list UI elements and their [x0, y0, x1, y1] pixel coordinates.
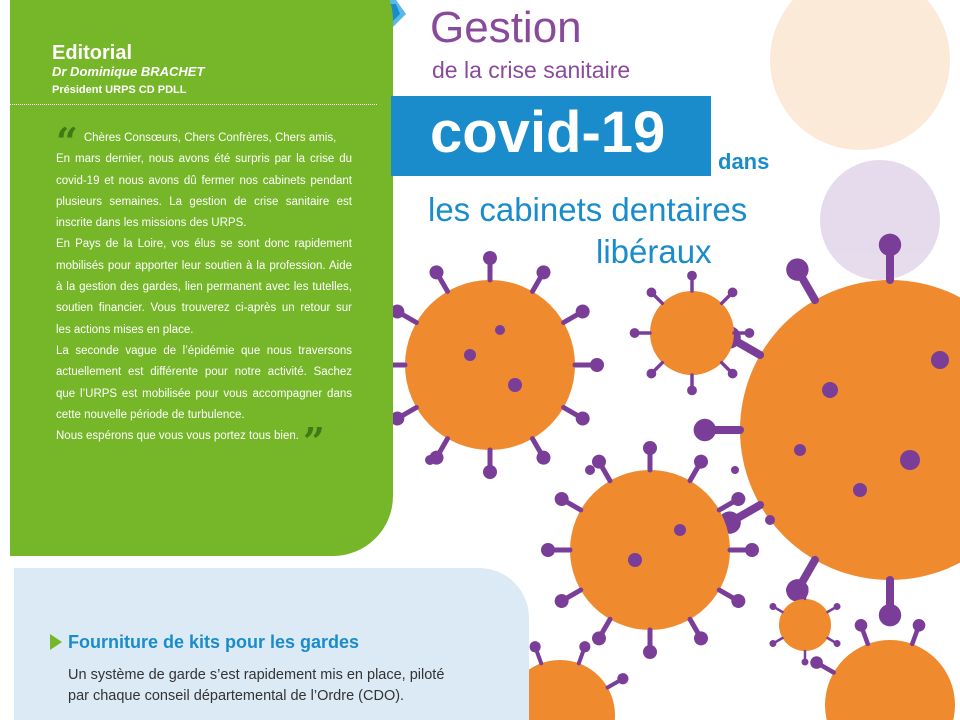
headline-dans: dans [718, 149, 770, 174]
virus-medium-2 [541, 441, 759, 659]
editorial-paragraph: En mars dernier, nous avons été surpris par la crise du covid-19 et nous avons dû fermer nos cabinets pendant plusieurs semaines. La gestion de crise sanitaire est inscrite dans les missions des URPS. [56, 153, 352, 230]
editorial-paragraph: Nous espérons que vous vous portez tous bien. ” [56, 419, 325, 465]
virus-small-3 [768, 585, 842, 666]
editorial-paragraph: La seconde vague de l’épidémie que nous traversons actuellement est différente pour notre activité. Sachez que l’URPS est mobilisée pour vous accompagner dans cette nouvelle période de turbulence. [56, 344, 352, 421]
virus-small-1 [630, 271, 755, 396]
close-quote-icon: ” [302, 419, 325, 465]
section-body: Un système de garde s’est rapidement mis en place, piloté par chaque conseil départemental de l’Ordre (CDO). [68, 667, 445, 704]
editorial-author: Dr Dominique BRACHET [52, 64, 205, 79]
editorial-role: Président URPS CD PDLL [52, 84, 187, 96]
virus-medium-1 [376, 251, 604, 479]
headline-covid: covid-19 [430, 100, 666, 165]
headline-liberaux: libéraux [596, 233, 712, 270]
arrow-right-icon [50, 634, 62, 650]
editorial-paragraph: “ Chères Consœurs, Chers Confrères, Chers amis, [56, 119, 337, 164]
headline-cabinets: les cabinets dentaires [428, 191, 748, 228]
headline-crise: de la crise sanitaire [432, 57, 631, 83]
editorial-body [56, 119, 352, 465]
virus-bottom-right [808, 617, 955, 720]
open-quote-icon: “ [56, 119, 78, 164]
editorial-title: Editorial [52, 42, 133, 64]
editorial-paragraph: En Pays de la Loire, vos élus se sont donc rapidement mobilisés pour apporter leur soutien à la profession. Aide à la gestion des gardes, lien permanent avec les tutelles, soutien financier. Vous trouverez ci-après un retour sur les actions mises en place. [56, 238, 352, 336]
editorial-divider [10, 104, 377, 105]
section-title: Fourniture de kits pour les gardes [68, 632, 360, 652]
headline-gestion: Gestion [430, 3, 582, 52]
